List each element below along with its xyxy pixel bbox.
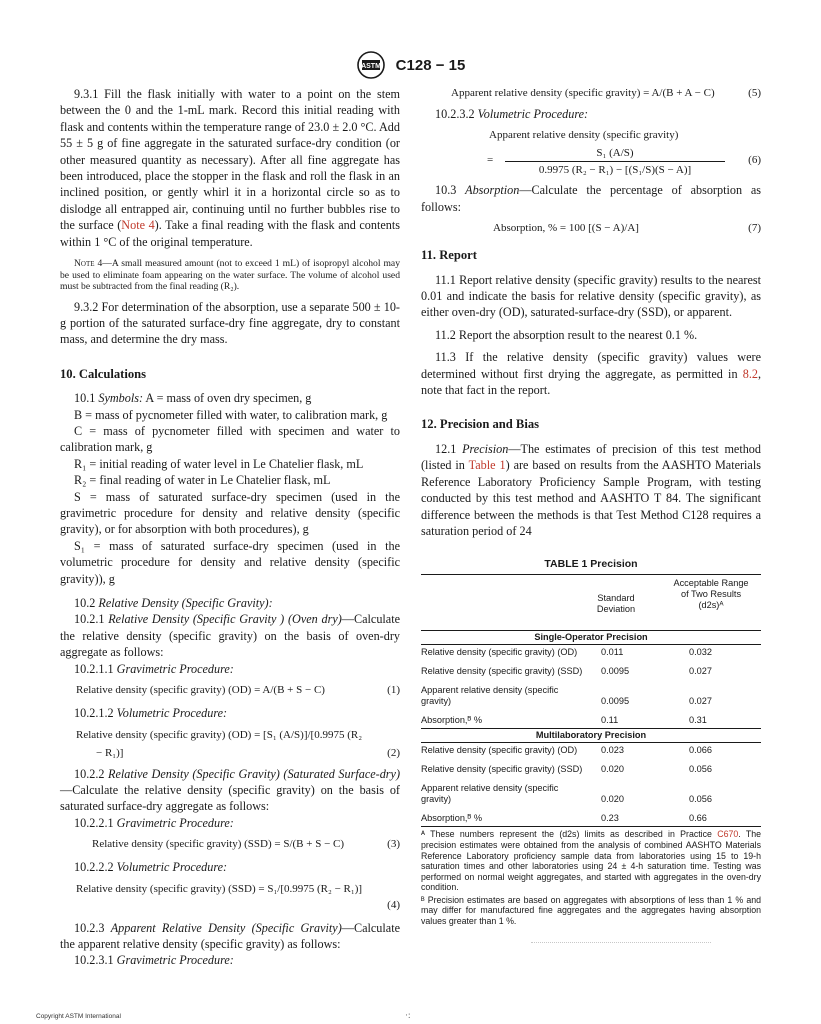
group-head-multilaboratory: Multilaboratory Precision	[421, 728, 761, 743]
copyright-footer: Copyright ASTM International	[36, 1013, 121, 1020]
paragraph-10-2-1-1: 10.2.1.1 Gravimetric Procedure:	[74, 661, 234, 676]
paragraph-10-2-1: 10.2.1 Relative Density (Specific Gravity ) (Oven dry)—Calculate the relative density (specific gravity) on the basis of oven-dry aggregate as follows:	[60, 612, 401, 660]
symbol-b: B = mass of pycnometer filled with water, to calibration mark, g	[74, 407, 388, 422]
table-row: Relative density (specific gravity) (SSD) 0.0095 0.027	[421, 666, 712, 677]
equation-6-label: Apparent relative density (specific gravity)	[489, 129, 679, 142]
document-id: C128 − 15	[395, 56, 466, 74]
section-12-heading: 12. Precision and Bias	[421, 417, 540, 432]
symbol-c: C = mass of pycnometer filled with specimen and water to calibration mark, g	[60, 424, 400, 455]
table-title: TABLE 1 Precision	[544, 558, 638, 571]
equation-7: Absorption, % = 100 [(S − A)/A] (7)	[493, 222, 761, 235]
paragraph-9-3-1: 9.3.1 Fill the flask initially with water to a point on the stem between the 0 and the 1-mL mark. Record this initial reading with flask and contents within the temperature range of 23.0 ± 2.0 °C. Add 55 ± 5 g of fine aggregate in the saturated surface-dry condition (or other measured quantity as necessary). After all fine aggregate has been introduced, place the stopper in the flask and roll the flask in an inclined position, or gently whirl it in a horizontal circle so as to dislodge all entrapped air, continuing until no further bubbles rise to the surface (Note 4). Take a final reading with the flask and contents within 1 °C of the original temperature.	[60, 87, 401, 249]
paragraph-10-1: 10.1 Symbols: A = mass of oven dry specimen, g	[74, 391, 312, 406]
equation-4: Relative density (specific gravity) (SSD) = S₁/[0.9975 (R₂ − R₁)] (4)	[76, 882, 400, 911]
astm-logo-icon	[356, 50, 386, 80]
paragraph-11-3: 11.3 If the relative density (specific gravity) values were determined without first drying the aggregate, as permitted in 8.2, note that fact in the report.	[421, 350, 761, 398]
symbol-s: S = mass of saturated surface-dry specimen (used in the gravimetric procedure for density and relative density (specific gravity), or for absorption with both procedures), g	[60, 489, 400, 537]
equation-5: Apparent relative density (specific gravity) = A/(B + A − C) (5)	[451, 87, 761, 99]
left-column	[60, 86, 400, 969]
note-4: Note 4—A small measured amount (not to exceed 1 mL) of isopropyl alcohol may be used to eliminate foam appearing on the water surface. The volume of alcohol used must be subtracted from the final reading (R₂).	[60, 258, 400, 293]
precision-table	[421, 559, 761, 942]
section-8-2-link[interactable]: 8.2	[742, 366, 758, 381]
column-header-standard-deviation: Standard Deviation	[596, 593, 636, 615]
table-row: Relative density (specific gravity) (OD) 0.011 0.032	[421, 647, 712, 658]
footnote-a: ᴬ These numbers represent the (d2s) limits as described in Practice C670. The precision estimates were obtained from the analysis of combined AASHTO Materials Reference Laboratory proficiency sample data from laboratories using 15 to 19-h saturation times and other laboratories using 24 ± 4-h saturation time. Testing was performed on normal weight aggregates, and started with aggregates in the oven-dry condition.	[421, 829, 761, 893]
symbol-s1: S₁ = mass of saturated surface-dry specimen (used in the volumetric procedure for density and relative density (specific gravity)), g	[60, 538, 400, 586]
page-mark: ·:	[405, 1010, 411, 1020]
table-row: Relative density (specific gravity) (SSD) 0.020 0.056	[421, 764, 712, 775]
equation-3: Relative density (specific gravity) (SSD) = S/(B + S − C) (3)	[92, 838, 400, 851]
table-row: Absorption,ᴮ % 0.11 0.31	[421, 715, 707, 726]
footnote-b: ᴮ Precision estimates are based on aggregates with absorptions of less than 1 % and may differ for manufactured fine aggregates and the aggregates having absorption values greater than 1 %.	[421, 894, 761, 927]
equation-6-fraction: $\frac{\text{S₁ (A/S)}}{\text{0.9975 (R₂ − R₁) − [(S₁/S)(S − A)]}}$	[505, 146, 725, 177]
column-header-acceptable-range: Acceptable Range of Two Results (d2s)ᴬ	[673, 578, 749, 611]
equation-2: Relative density (specific gravity) (OD) = [S₁ (A/S)]/[0.9975 (R₂ − R₁)] (2)	[76, 728, 400, 759]
paragraph-10-2-1-2: 10.2.1.2 Volumetric Procedure:	[74, 706, 228, 721]
equation-6-number: (6)	[748, 154, 761, 167]
table-row: Absorption,ᴮ % 0.23 0.66	[421, 813, 707, 824]
equation-2-number: (2)	[387, 746, 400, 759]
paragraph-10-2: 10.2 Relative Density (Specific Gravity):	[74, 596, 273, 611]
equation-1-number: (1)	[387, 684, 400, 697]
paragraph-11-1: 11.1 Report relative density (specific gravity) results to the nearest 0.01 and indicate the basis for relative density (specific gravity), as either oven-dry (OD), saturated-surface-dry (SSD), or apparent.	[421, 272, 761, 320]
equation-1: Relative density (specific gravity) (OD) = A/(B + S − C) (1)	[76, 684, 400, 697]
paragraph-10-3: 10.3 Absorption—Calculate the percentage of absorption as follows:	[421, 183, 761, 214]
paragraph-10-2-3: 10.2.3 Apparent Relative Density (Specific Gravity)—Calculate the apparent relative density (specific gravity) as follows:	[60, 920, 400, 951]
paragraph-10-2-2-2: 10.2.2.2 Volumetric Procedure:	[74, 860, 228, 875]
right-column	[421, 86, 761, 943]
group-single-operator	[421, 645, 761, 728]
symbol-r2: R₂ = final reading of water in Le Chatelier flask, mL	[74, 473, 331, 488]
faint-divider	[531, 933, 711, 943]
paragraph-12-1: 12.1 Precision—The estimates of precision of this test method (listed in Table 1) are based on results from the AASHTO Materials Reference Laboratory Proficiency Sample Program, with testing conducted by this test method and AASHTO T 84. The significant difference between the methods is that Test Method C128 requires a saturation period of 24	[421, 441, 761, 538]
table-1-link[interactable]: Table 1	[468, 458, 506, 473]
note-4-link[interactable]: Note 4	[121, 218, 155, 233]
table-row: Apparent relative density (specific gravity) 0.0095 0.027	[421, 685, 712, 707]
paragraph-10-2-3-2: 10.2.3.2 Volumetric Procedure:	[435, 107, 589, 121]
table-row: Apparent relative density (specific gravity) 0.020 0.056	[421, 783, 712, 805]
symbol-r1: R₁ = initial reading of water level in Le Chatelier flask, mL	[74, 456, 364, 471]
equation-6: = $\frac{\text{S₁ (A/S)}}{\text{0.9975 (R₂ − R₁) − [(S₁/S)(S − A)]}}$ (6)	[487, 147, 761, 177]
group-multilaboratory	[421, 743, 761, 826]
paragraph-11-2: 11.2 Report the absorption result to the nearest 0.1 %.	[435, 327, 698, 342]
table-body	[421, 574, 761, 827]
section-11-heading: 11. Report	[421, 248, 477, 263]
equation-4-number: (4)	[387, 898, 400, 911]
group-head-single-operator: Single-Operator Precision	[421, 631, 761, 645]
equation-7-number: (7)	[748, 222, 761, 235]
page-header	[0, 50, 821, 80]
c670-link[interactable]: C670	[717, 829, 739, 840]
equation-3-number: (3)	[387, 838, 400, 851]
paragraph-9-3-2: 9.3.2 For determination of the absorption, use a separate 500 ± 10-g portion of the saturated surface-dry fine aggregate, dry to constant mass, and determine the dry mass.	[60, 299, 400, 347]
paragraph-10-2-2: 10.2.2 Relative Density (Specific Gravity) (Saturated Surface-dry)—Calculate the relative density (specific gravity) on the basis of saturated surface-dry aggregate as follows:	[60, 766, 401, 814]
table-row: Relative density (specific gravity) (OD) 0.023 0.066	[421, 745, 712, 756]
paragraph-10-2-2-1: 10.2.2.1 Gravimetric Procedure:	[74, 815, 234, 830]
svg-text:ASTM: ASTM	[360, 63, 381, 70]
section-10-heading: 10. Calculations	[60, 366, 147, 381]
table-header	[421, 575, 761, 631]
paragraph-10-2-3-1: 10.2.3.1 Gravimetric Procedure:	[74, 953, 234, 968]
equation-5-number: (5)	[748, 87, 761, 99]
